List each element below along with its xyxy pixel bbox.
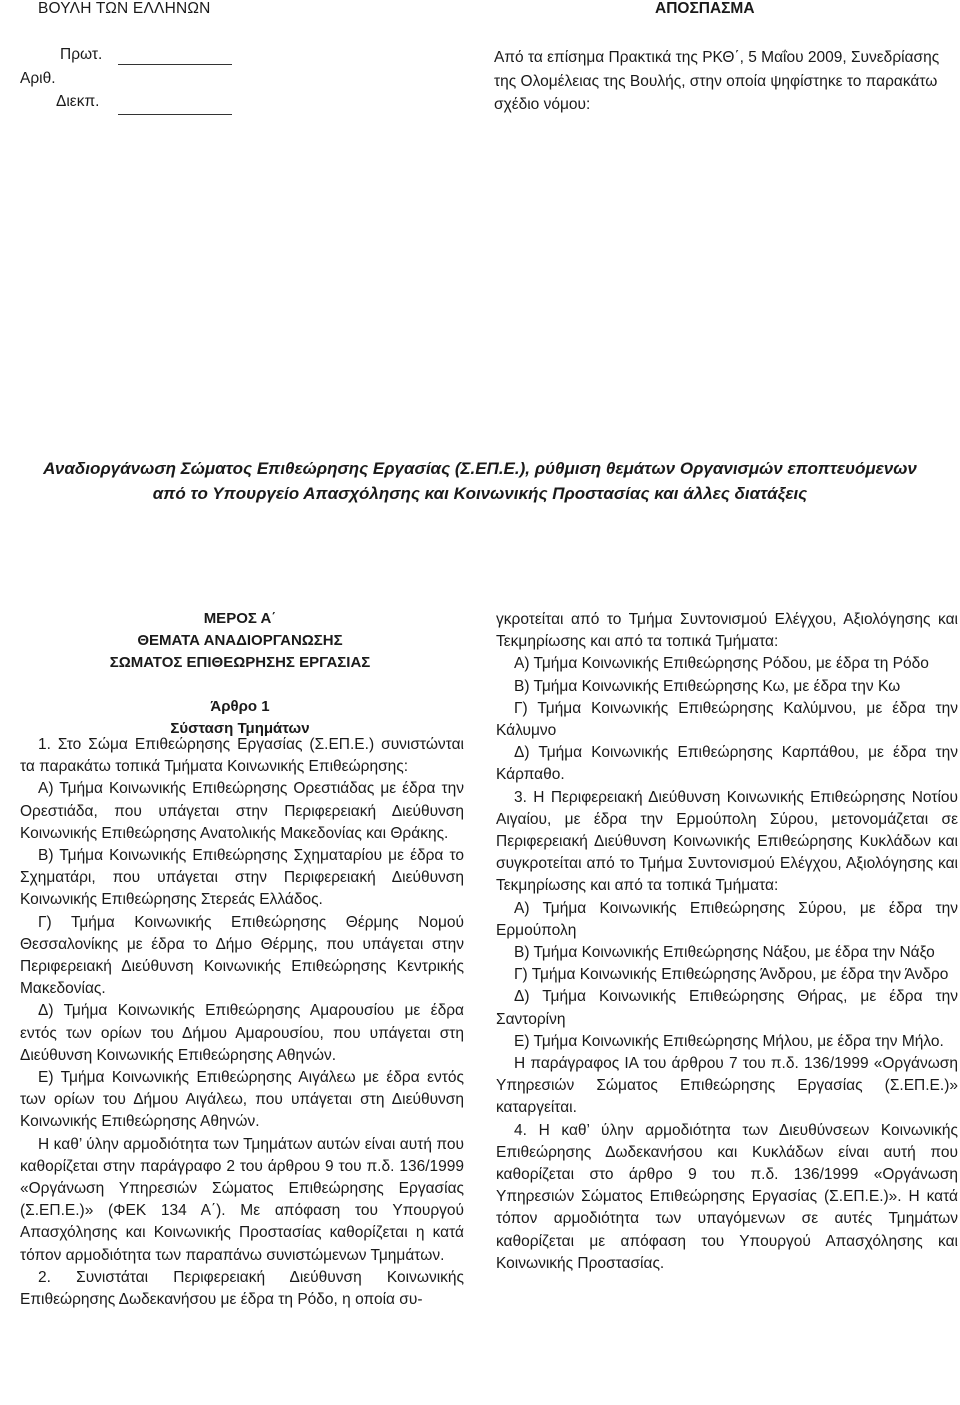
bill-title-line-1: Αναδιοργάνωση Σώματος Επιθεώρησης Εργασίας (Σ.ΕΠ.Ε.), ρύθμιση θεμάτων Οργανισμών εποπτευόμενων: [43, 459, 917, 478]
number-label: Αριθ.: [20, 70, 56, 87]
paragraph: γκροτείται από το Τμήμα Συντονισμού Ελέγχου, Αξιολόγησης και Τεκμηρίωσης και από τα τοπικά Τμήματα:: [496, 611, 958, 651]
institution-name: ΒΟΥΛΗ ΤΩΝ ΕΛΛΗΝΩΝ: [38, 0, 211, 17]
bill-title: [20, 456, 940, 506]
part-subject-line-2: ΣΩΜΑΤΟΣ ΕΠΙΘΕΩΡΗΣΗΣ ΕΡΓΑΣΙΑΣ: [109, 654, 371, 671]
protocol-number-line: [118, 64, 232, 65]
paragraph: Α) Τμήμα Κοινωνικής Επιθεώρησης Ρόδου, με έδρα τη Ρόδο: [514, 655, 929, 673]
paragraph: 4. Η καθ’ ύλην αρμοδιότητα των Διευθύνσεων Κοινωνικής Επιθεώρησης Δωδεκανήσου και Κυκλάδων είναι αυτή που καθορίζεται στο άρθρο 9 του π.δ. 136/1999 «Οργάνωση Υπηρεσιών Σώματος Επιθεώρησης Εργασίας (Σ.ΕΠ.Ε.)». Η κατά τόπον αρμοδιότητα των υπαγόμενων σε αυτές Τμημάτων καθορίζεται με απόφαση του Υπουργού Απασχόλησης και Κοινωνικής Προστασίας.: [496, 1121, 958, 1272]
paragraph: Γ) Τμήμα Κοινωνικής Επιθεώρησης Θέρμης Νομού Θεσσαλονίκης με έδρα το Δήμο Θέρμης, που υπάγεται στην Περιφερειακή Διεύθυνση Κοινωνικής Επιθεώρησης Κεντρικής Μακεδονίας.: [20, 913, 464, 998]
right-column: [496, 609, 958, 1275]
paragraph: 3. Η Περιφερειακή Διεύθυνση Κοινωνικής Επιθεώρησης Νοτίου Αιγαίου, με έδρα την Ερμούπολη Σύρου, μετονομάζεται σε Περιφερειακή Διεύθυνση Κοινωνικής Επιθεώρησης Κυκλάδων και συγκροτείται από το Τμήμα Συντονισμού Ελέγχου, Αξιολόγησης και Τεκμηρίωσης και από τα τοπικά Τμήματα:: [496, 788, 958, 895]
part-heading: [20, 608, 460, 674]
paragraph: Δ) Τμήμα Κοινωνικής Επιθεώρησης Καρπάθου, με έδρα την Κάρπαθο.: [496, 744, 958, 784]
paragraph: 2. Συνιστάται Περιφερειακή Διεύθυνση Κοινωνικής Επιθεώρησης Δωδεκανήσου με έδρα τη Ρόδο, η οποία συ-: [20, 1268, 464, 1309]
paragraph: Η καθ’ ύλην αρμοδιότητα των Τμημάτων αυτών είναι αυτή που καθορίζεται στην παράγραφο 2 του άρθρου 9 του π.δ. 136/1999 «Οργάνωση Υπηρεσιών Σώματος Επιθεώρησης Εργασίας (Σ.ΕΠ.Ε.)» (ΦΕΚ 134 Α΄). Με απόφαση του Υπουργού Απασχόλησης και Κοινωνικής Προστασίας καθορίζεται η κατά τόπον αρμοδιότητα των παραπάνω συνιστώμενων Τμημάτων.: [20, 1135, 464, 1264]
article-title: Σύσταση Τμημάτων: [170, 720, 310, 737]
part-label: ΜΕΡΟΣ Α΄: [203, 610, 277, 627]
paragraph: Γ) Τμήμα Κοινωνικής Επιθεώρησης Άνδρου, με έδρα την Άνδρο: [514, 966, 949, 984]
paragraph: Δ) Τμήμα Κοινωνικής Επιθεώρησης Αμαρουσίου με έδρα εντός των ορίων του Δήμου Αμαρουσίου, που υπάγεται στη Διεύθυνση Κοινωνικής Επιθεώρησης Αθηνών.: [20, 1002, 464, 1064]
paragraph: 1. Στο Σώμα Επιθεώρησης Εργασίας (Σ.ΕΠ.Ε.) συνιστώνται τα παρακάτω τοπικά Τμήματα Κοινωνικής Επιθεώρησης:: [20, 736, 464, 776]
document-type: ΑΠΟΣΠΑΣΜΑ: [655, 0, 755, 17]
paragraph: Β) Τμήμα Κοινωνικής Επιθεώρησης Σχηματαρίου με έδρα το Σχηματάρι, που υπάγεται στην Περιφερειακή Διεύθυνση Κοινωνικής Επιθεώρησης Στερεάς Ελλάδος.: [20, 847, 464, 909]
paragraph: Α) Τμήμα Κοινωνικής Επιθεώρησης Σύρου, με έδρα την Ερμούπολη: [496, 899, 958, 939]
part-subject-line-1: ΘΕΜΑΤΑ ΑΝΑΔΙΟΡΓΑΝΩΣΗΣ: [137, 632, 343, 649]
left-column: [20, 734, 464, 1311]
paragraph: Α) Τμήμα Κοινωνικής Επιθεώρησης Ορεστιάδας με έδρα την Ορεστιάδα, που υπάγεται στην Περιφερειακή Διεύθυνση Κοινωνικής Επιθεώρησης Ανατολικής Μακεδονίας και Θράκης.: [20, 780, 464, 842]
protocol-label: Πρωτ.: [60, 46, 103, 63]
article-number: Άρθρο 1: [210, 698, 270, 715]
paragraph: Δ) Τμήμα Κοινωνικής Επιθεώρησης Θήρας, με έδρα την Σαντορίνη: [496, 988, 958, 1028]
paragraph: Β) Τμήμα Κοινωνικής Επιθεώρησης Κω, με έδρα την Κω: [514, 677, 901, 695]
dispatch-number-line: [118, 114, 232, 115]
intro-paragraph: Από τα επίσημα Πρακτικά της ΡΚΘ΄, 5 Μαΐου 2009, Συνεδρίασης της Ολομέλειας της Βουλής, στην οποία ψηφίστηκε το παρακάτω σχέδιο νόμου:: [494, 49, 940, 113]
paragraph: Η παράγραφος ΙΑ του άρθρου 7 του π.δ. 136/1999 «Οργάνωση Υπηρεσιών Σώματος Επιθεώρησης Εργασίας (Σ.ΕΠ.Ε.)» καταργείται.: [496, 1055, 958, 1117]
bill-title-line-2: από το Υπουργείο Απασχόλησης και Κοινωνικής Προστασίας και άλλες διατάξεις: [152, 484, 808, 503]
paragraph: Ε) Τμήμα Κοινωνικής Επιθεώρησης Αιγάλεω με έδρα εντός των ορίων του Δήμου Αιγάλεω, που υπάγεται στη Διεύθυνση Κοινωνικής Επιθεώρησης Αθηνών.: [20, 1069, 464, 1131]
paragraph: Β) Τμήμα Κοινωνικής Επιθεώρησης Νάξου, με έδρα την Νάξο: [514, 944, 935, 962]
paragraph: Ε) Τμήμα Κοινωνικής Επιθεώρησης Μήλου, με έδρα την Μήλο.: [514, 1032, 944, 1050]
dispatch-label: Διεκπ.: [56, 93, 100, 110]
paragraph: Γ) Τμήμα Κοινωνικής Επιθεώρησης Καλύμνου, με έδρα την Κάλυμνο: [496, 699, 958, 740]
